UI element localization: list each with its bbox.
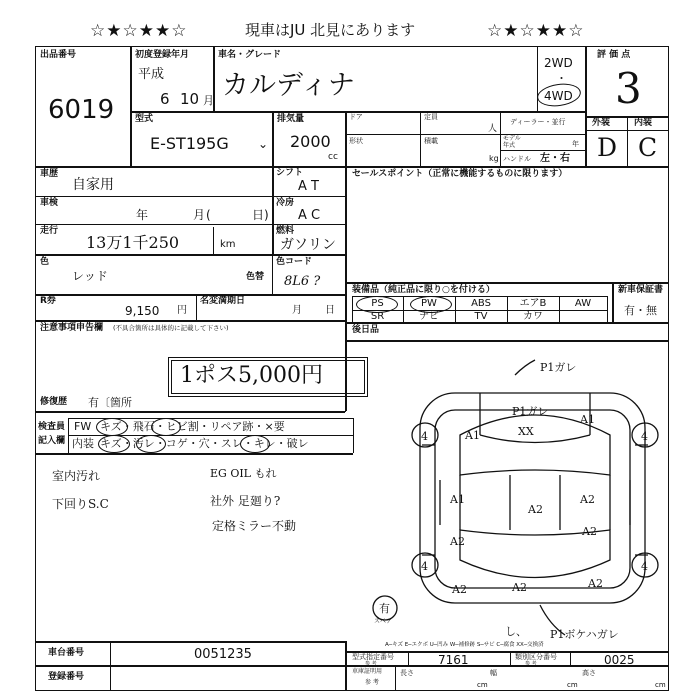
capacity-unit: 人 [488,124,498,134]
shift-label: シフト [276,168,304,178]
dims-height: 高さ [582,669,596,677]
header-location: 現車はJU 北見にあります [245,21,416,39]
repair-label: 修復歴 [40,397,68,407]
name-change-day: 日 [325,305,335,316]
recycle-label: R券 [40,296,56,306]
model-year-label: モデル 年式 [503,135,521,149]
equipment-label: 装備品（純正品に限り○を付ける） [352,285,495,295]
model-mark: ⌄ [258,137,269,151]
fuel-label: 燃料 [276,226,295,236]
load-unit: kg [489,154,499,163]
handnote-3: EG OIL もれ [210,467,277,480]
notes-label: 注意事項申告欄 [40,323,104,333]
registration-month: 10 [180,90,200,108]
interior-value: C [638,133,658,162]
dims-sub: 参 考 [365,679,379,686]
handnote-5: 定格ミラー不動 [212,519,297,533]
doors-label: ドア [349,113,363,121]
diag-xx: XX [518,425,534,438]
chassis-value: 0051235 [194,647,252,662]
displacement-value: 2000 [290,132,331,151]
repair-value: 有〔箇所 [88,396,132,409]
lot-number: 6019 [48,95,115,125]
car-name: カルディナ [222,70,355,101]
diag-p1gare-mid: P1ガレ [512,405,549,418]
inspection-month: 月 [193,208,206,222]
exterior-label: 外装 [592,118,611,128]
equip-sr: SR [370,311,385,322]
mileage-value: 13万1千250 [86,233,180,252]
mileage-label: 走行 [40,226,59,236]
dealer-label: ディーラー・並行 [510,118,566,126]
equip-leather: カワ [523,311,543,322]
drive-sep: ・ [556,72,567,85]
equip-abs: ABS [471,298,491,309]
color-code-label: 色コード [276,257,313,267]
displacement-unit: cc [328,152,338,162]
mileage-unit: km [220,239,236,250]
warranty-label: 新車保証書 [618,285,664,295]
inspector-row2-head: 内装 [72,437,94,450]
inspector-label-2: 記入欄 [38,436,66,446]
inspection-year: 年 [136,208,149,222]
warranty-value: 有・無 [624,304,657,317]
registration-era: 平成 [138,67,165,82]
color-code-value: 8L6 ? [284,274,321,289]
diag-a2-2: A2 [528,503,543,516]
lot-label: 出品番号 [40,50,77,60]
diag-spare-label: スペア [374,618,393,625]
handnote-1: 室内汚れ [52,469,101,483]
handnote-2: 下回りS.C [52,497,109,511]
diag-p1boke: P1ボケハガレ [550,628,619,641]
header-stars-left: ☆★☆★★☆ [90,21,188,41]
model-spec-sub: 参 考 [365,661,377,667]
shape-label: 形状 [349,137,363,145]
inspection-label: 車検 [40,198,59,208]
score-label: 評 価 点 [597,50,631,60]
drive-4wd: 4WD [544,89,573,103]
diagram-legend: A─キズ E─エクボ U─凹み W─補修跡 S─サビ C─腐食 XX─交換済 [385,642,544,648]
diag-a2-5: A2 [452,583,467,596]
name-change-month: 月 [292,305,302,316]
color-change-label: 色替 [246,272,265,282]
equip-ps: PS [371,298,384,309]
registration-year: 6 [160,90,170,108]
inspection-day: 日) [252,208,269,222]
handle-label: ハンドル [503,155,531,163]
dims-length: 長さ [400,669,414,677]
chassis-label: 車台番号 [48,648,85,658]
model-value: E-ST195G [150,134,229,153]
diag-a2-1: A2 [580,493,595,506]
interior-label: 内装 [634,118,653,128]
notes-sub: (不具合箇所は具体的に記載して下さい) [113,324,229,332]
year-unit: 年 [572,140,579,148]
drive-2wd: 2WD [544,56,573,70]
inspector-label-1: 検査員 [38,422,66,432]
fuel-value: ガソリン [280,237,336,253]
registration-label: 初度登録年月 [135,50,190,60]
diag-tire-1: 4 [421,430,428,443]
diag-a2-3: A2 [450,535,465,548]
inspector-row2: キズ・汚レ・コゲ・穴・スレ・キレ・破レ [100,437,309,450]
displacement-label: 排気量 [277,114,305,124]
car-name-label: 車名・グレード [218,50,282,60]
header-stars-right: ☆★☆★★☆ [487,21,585,41]
aircon-label: 冷房 [276,198,295,208]
inspection-day-open: ( [206,208,211,222]
diag-p1gare-top: P1ガレ [540,361,577,374]
diag-a2-7: A2 [588,577,603,590]
class-num-sub: 参 考 [525,661,537,667]
dims-width-cm: cm [567,681,578,689]
exterior-value: D [597,133,618,162]
diag-a1-1: A1 [465,429,480,442]
equip-navi: ナビ [419,311,439,322]
capacity-label: 定員 [424,113,438,121]
diag-shi: し、 [505,625,527,638]
handle-value: 左・右 [540,153,570,164]
dims-label: 車庫証明用 [352,668,383,675]
sales-point-label: セールスポイント（正常に機能するものに限ります） [352,169,568,179]
diag-spare-yes: 有 [379,602,390,615]
color-label: 色 [40,257,50,267]
registration-month-unit: 月 [203,94,214,107]
diag-tire-3: 4 [421,560,428,573]
inspector-row1-head: FW [74,420,92,433]
regnum-label: 登録番号 [48,672,85,682]
recycle-value: 9,150 [125,304,160,318]
model-spec-label: 型式指定番号 [352,653,394,661]
dims-length-cm: cm [477,681,488,689]
dims-width: 幅 [490,669,497,677]
diag-a2-6: A2 [512,581,527,594]
postfix-label: 後日品 [352,325,380,335]
recycle-unit: 円 [177,305,187,316]
color-value: レッド [72,269,108,283]
price-value: 1ポス5,000円 [180,363,323,388]
model-label: 型式 [135,114,154,124]
class-num-label: 類別区分番号 [515,653,557,661]
diag-a1-3: A1 [450,493,465,506]
dims-height-cm: cm [655,681,666,689]
load-label: 積載 [424,137,438,145]
equip-pw: PW [421,298,437,309]
score-value: 3 [615,64,642,113]
equip-aw: AW [574,298,592,309]
model-spec-value: 7161 [438,653,469,667]
name-change-label: 名変満期日 [200,296,246,306]
diag-tire-4: 4 [641,560,648,573]
equip-airbag: エアB [519,298,547,309]
history-label: 車歴 [40,169,59,179]
class-num-value: 0025 [604,653,635,667]
aircon-value: A C [298,208,321,223]
diag-a2-4: A2 [582,525,597,538]
history-value: 自家用 [72,177,114,193]
equip-tv: TV [474,311,488,322]
shift-value: A T [298,179,319,194]
diag-tire-2: 4 [641,430,648,443]
handnote-4: 社外 足廻り? [210,494,281,508]
inspector-row1: キズ・飛石・ヒビ割・リペア跡・×要 [100,420,285,433]
diag-a1-2: A1 [580,413,595,426]
